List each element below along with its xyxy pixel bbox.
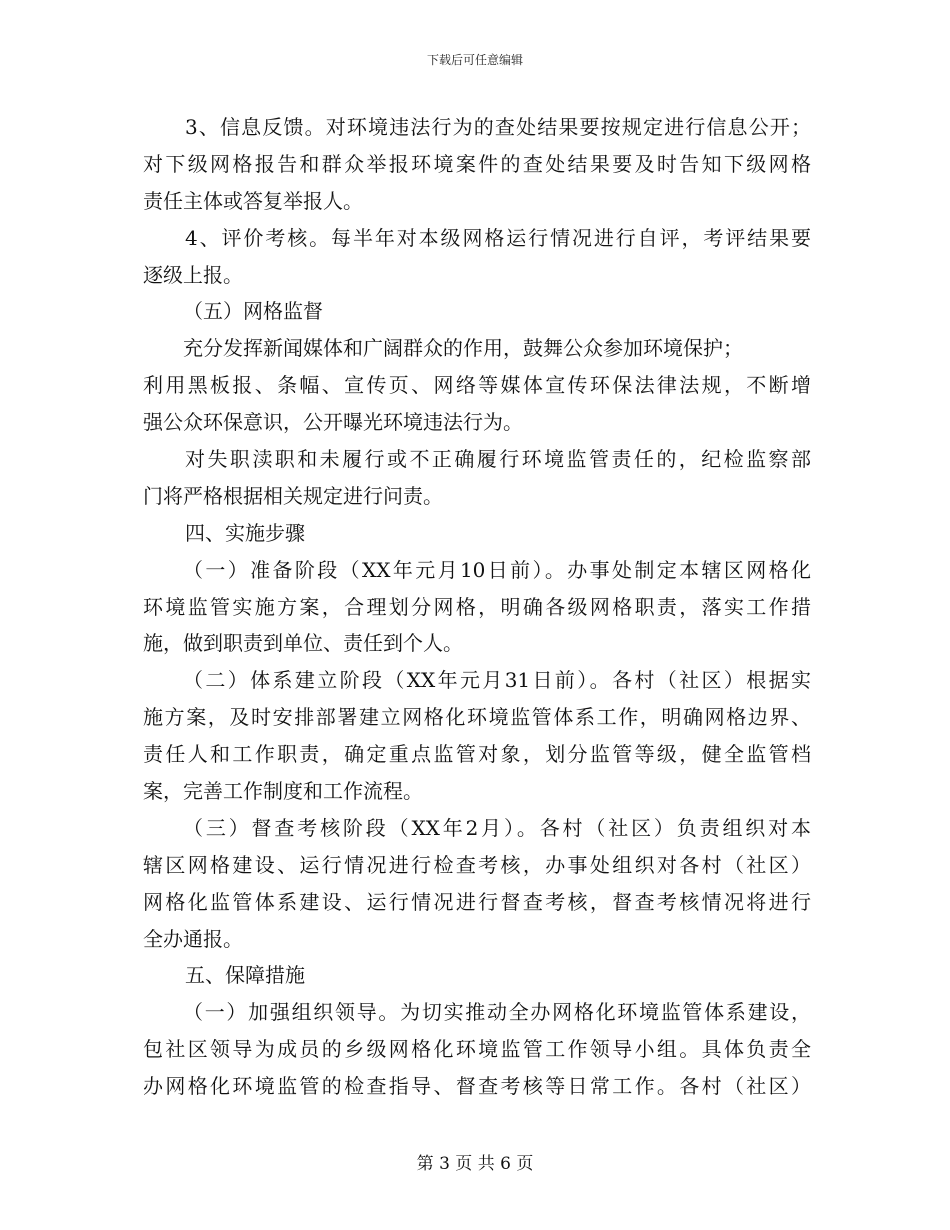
document-body	[143, 109, 811, 1105]
text-line: 利用黑板报、条幅、宣传页、网络等媒体宣传环保法律法规，不断增	[143, 373, 811, 398]
text-line: （一）准备阶段（XX年元月10日前）。办事处制定本辖区网格化	[183, 557, 811, 582]
text-line: 强公众环保意识，公开曝光环境违法行为。	[143, 410, 523, 435]
text-line: 3、信息反馈。对环境违法行为的查处结果要按规定进行信息公开；	[185, 115, 811, 139]
text-line: 包社区领导为成员的乡级网格化环境监管工作领导小组。具体负责全	[143, 1037, 811, 1062]
text-line: 门将严格根据相关规定进行问责。	[143, 483, 443, 508]
text-line: 环境监管实施方案，合理划分网格，明确各级网格职责，落实工作措	[143, 594, 811, 619]
text-line: 施，做到职责到单位、责任到个人。	[143, 631, 463, 656]
text-line: 辖区网格建设、运行情况进行检查考核，办事处组织对各村（社区）	[143, 852, 811, 877]
text-line: 对失职渎职和未履行或不正确履行环境监管责任的，纪检监察部	[185, 447, 811, 472]
text-line: 4、评价考核。每半年对本级网格运行情况进行自评，考评结果要	[185, 225, 811, 250]
text-line: 四、实施步骤	[185, 520, 305, 545]
text-line: 对下级网格报告和群众举报环境案件的查处结果要及时告知下级网格	[143, 151, 811, 176]
text-line: 办网格化环境监管的检查指导、督查考核等日常工作。各村（社区）	[143, 1074, 811, 1099]
text-line: 逐级上报。	[143, 262, 243, 287]
text-line: （三）督查考核阶段（XX年2月）。各村（社区）负责组织对本	[183, 815, 811, 840]
text-line: 案，完善工作制度和工作流程。	[143, 779, 423, 804]
text-line: （五）网格监督	[183, 299, 323, 324]
text-line: 全办通报。	[143, 926, 243, 951]
text-line: 充分发挥新闻媒体和广阔群众的作用，鼓舞公众参加环境保护；	[183, 336, 743, 361]
text-line: 网格化监管体系建设、运行情况进行督查考核，督查考核情况将进行	[143, 889, 811, 914]
page-header: 下载后可任意编辑	[426, 53, 523, 67]
text-line: 责任人和工作职责，确定重点监管对象，划分监管等级，健全监管档	[143, 742, 811, 767]
text-line: 施方案，及时安排部署建立网格化环境监管体系工作，明确网格边界、	[143, 705, 811, 730]
text-line: （二）体系建立阶段（XX年元月31日前）。各村（社区）根据实	[183, 668, 811, 693]
text-line: 责任主体或答复举报人。	[143, 188, 363, 213]
page-footer: 第 3 页 共 6 页	[416, 1154, 534, 1174]
text-line: （一）加强组织领导。为切实推动全办网格化环境监管体系建设，	[183, 1000, 811, 1025]
text-line: 五、保障措施	[185, 963, 305, 988]
